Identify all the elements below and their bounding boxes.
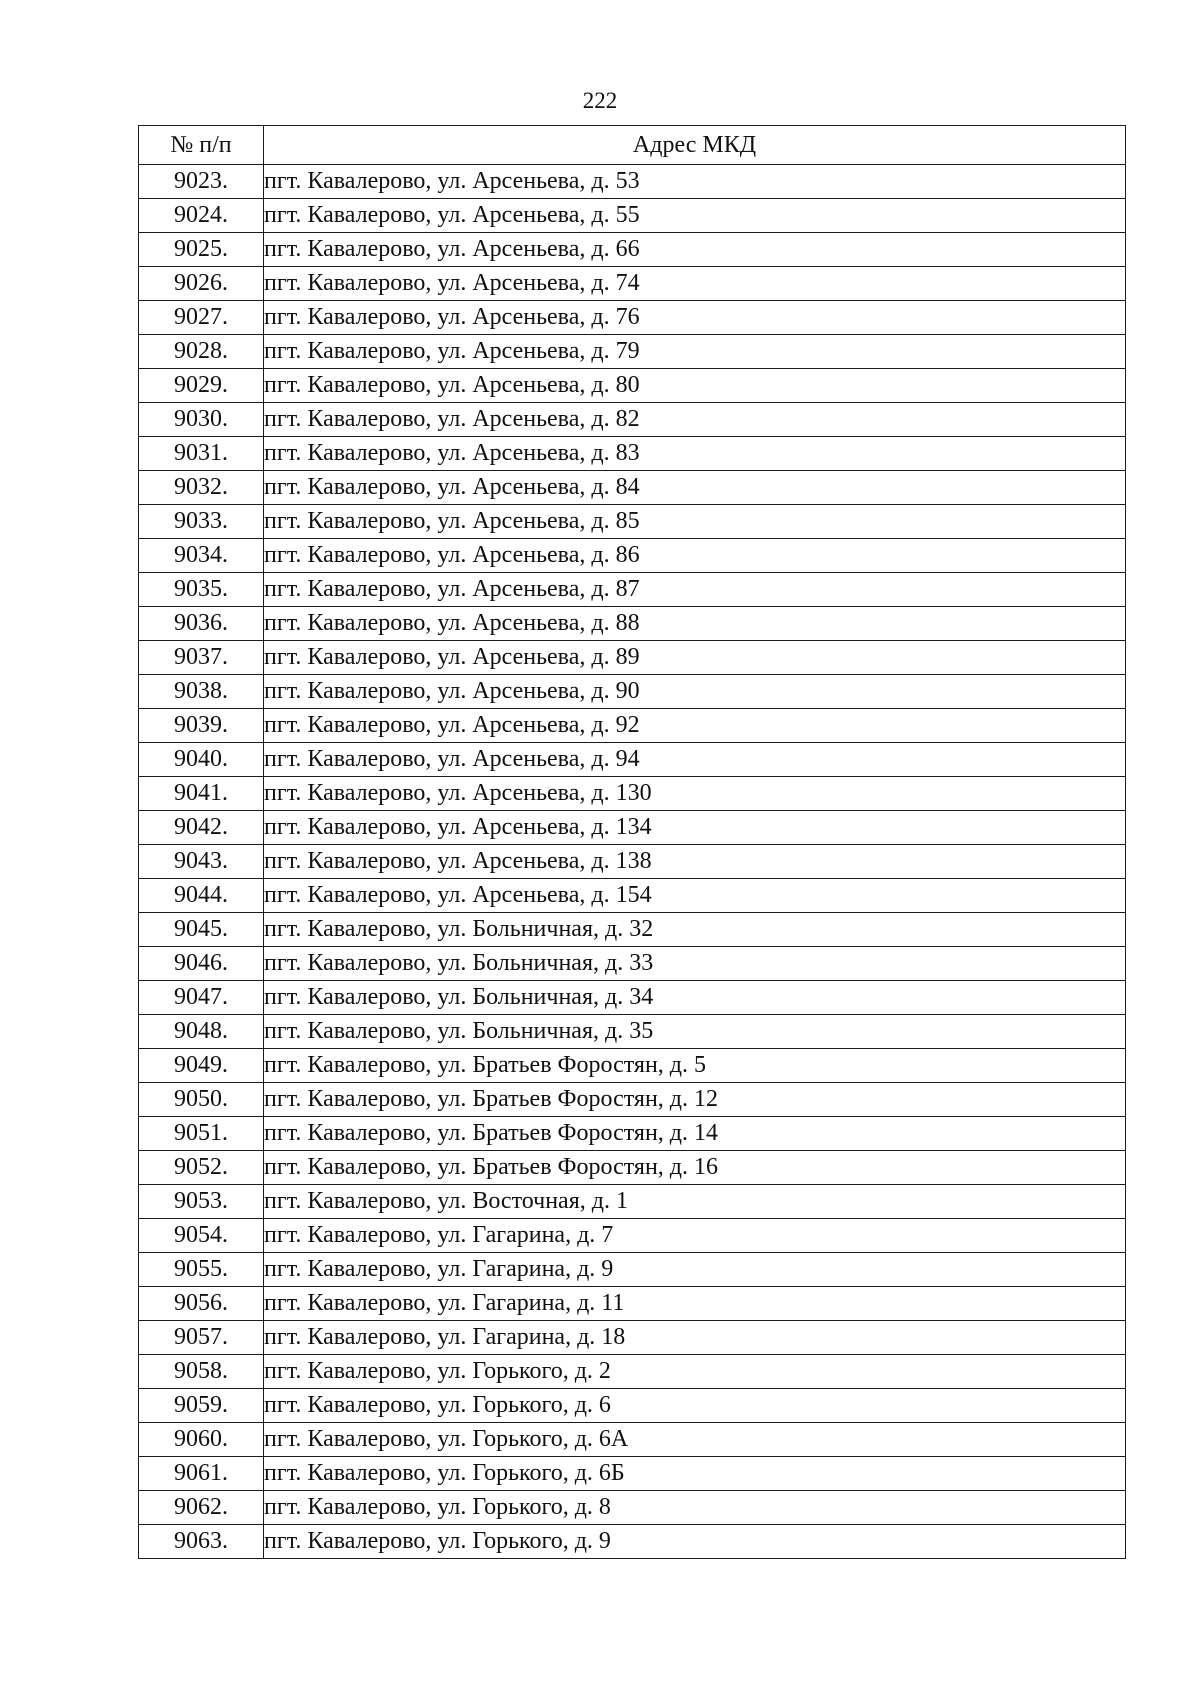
table-row <box>139 1185 1126 1219</box>
table-row <box>139 1287 1126 1321</box>
row-address-cell: пгт. Кавалерово, ул. Арсеньева, д. 86 <box>264 539 1126 573</box>
table-row <box>139 165 1126 199</box>
table-row <box>139 1049 1126 1083</box>
row-address-cell: пгт. Кавалерово, ул. Гагарина, д. 9 <box>264 1253 1126 1287</box>
table-row <box>139 403 1126 437</box>
table-row <box>139 777 1126 811</box>
row-address-cell: пгт. Кавалерово, ул. Гагарина, д. 11 <box>264 1287 1126 1321</box>
table-row <box>139 573 1126 607</box>
row-address-cell: пгт. Кавалерово, ул. Арсеньева, д. 74 <box>264 267 1126 301</box>
row-number-cell: 9024. <box>139 199 264 233</box>
row-number-cell: 9051. <box>139 1117 264 1151</box>
row-number-cell: 9057. <box>139 1321 264 1355</box>
row-address-cell: пгт. Кавалерово, ул. Арсеньева, д. 55 <box>264 199 1126 233</box>
table-row <box>139 335 1126 369</box>
row-address-cell: пгт. Кавалерово, ул. Арсеньева, д. 79 <box>264 335 1126 369</box>
table-header-row <box>139 126 1126 165</box>
row-number-cell: 9054. <box>139 1219 264 1253</box>
table-row <box>139 539 1126 573</box>
table-row <box>139 913 1126 947</box>
row-address-cell: пгт. Кавалерово, ул. Арсеньева, д. 138 <box>264 845 1126 879</box>
table-row <box>139 1423 1126 1457</box>
header-number: № п/п <box>139 126 264 165</box>
row-number-cell: 9042. <box>139 811 264 845</box>
row-address-cell: пгт. Кавалерово, ул. Арсеньева, д. 89 <box>264 641 1126 675</box>
row-address-cell: пгт. Кавалерово, ул. Арсеньева, д. 84 <box>264 471 1126 505</box>
table-row <box>139 1457 1126 1491</box>
row-address-cell: пгт. Кавалерово, ул. Горького, д. 6А <box>264 1423 1126 1457</box>
table-row <box>139 505 1126 539</box>
row-address-cell: пгт. Кавалерово, ул. Арсеньева, д. 80 <box>264 369 1126 403</box>
row-address-cell: пгт. Кавалерово, ул. Арсеньева, д. 134 <box>264 811 1126 845</box>
row-address-cell: пгт. Кавалерово, ул. Арсеньева, д. 83 <box>264 437 1126 471</box>
row-number-cell: 9036. <box>139 607 264 641</box>
table-row <box>139 1151 1126 1185</box>
row-number-cell: 9047. <box>139 981 264 1015</box>
table-row <box>139 607 1126 641</box>
row-address-cell: пгт. Кавалерово, ул. Арсеньева, д. 87 <box>264 573 1126 607</box>
table-row <box>139 947 1126 981</box>
row-number-cell: 9028. <box>139 335 264 369</box>
table-row <box>139 437 1126 471</box>
table-row <box>139 369 1126 403</box>
row-number-cell: 9023. <box>139 165 264 199</box>
table-row <box>139 1491 1126 1525</box>
row-number-cell: 9062. <box>139 1491 264 1525</box>
row-address-cell: пгт. Кавалерово, ул. Больничная, д. 35 <box>264 1015 1126 1049</box>
row-address-cell: пгт. Кавалерово, ул. Братьев Форостян, д. 12 <box>264 1083 1126 1117</box>
row-address-cell: пгт. Кавалерово, ул. Арсеньева, д. 85 <box>264 505 1126 539</box>
table-row <box>139 233 1126 267</box>
table-row <box>139 1083 1126 1117</box>
row-number-cell: 9050. <box>139 1083 264 1117</box>
row-address-cell: пгт. Кавалерово, ул. Арсеньева, д. 94 <box>264 743 1126 777</box>
address-table <box>138 125 1126 1559</box>
row-number-cell: 9056. <box>139 1287 264 1321</box>
table-row <box>139 709 1126 743</box>
row-address-cell: пгт. Кавалерово, ул. Горького, д. 6 <box>264 1389 1126 1423</box>
row-address-cell: пгт. Кавалерово, ул. Братьев Форостян, д. 16 <box>264 1151 1126 1185</box>
table-row <box>139 1321 1126 1355</box>
row-address-cell: пгт. Кавалерово, ул. Братьев Форостян, д. 5 <box>264 1049 1126 1083</box>
row-number-cell: 9055. <box>139 1253 264 1287</box>
table-row <box>139 1117 1126 1151</box>
row-number-cell: 9039. <box>139 709 264 743</box>
row-address-cell: пгт. Кавалерово, ул. Арсеньева, д. 76 <box>264 301 1126 335</box>
row-number-cell: 9046. <box>139 947 264 981</box>
row-number-cell: 9043. <box>139 845 264 879</box>
table-row <box>139 981 1126 1015</box>
row-address-cell: пгт. Кавалерово, ул. Арсеньева, д. 90 <box>264 675 1126 709</box>
row-number-cell: 9038. <box>139 675 264 709</box>
row-address-cell: пгт. Кавалерово, ул. Восточная, д. 1 <box>264 1185 1126 1219</box>
table-row <box>139 1355 1126 1389</box>
table-row <box>139 1219 1126 1253</box>
row-number-cell: 9037. <box>139 641 264 675</box>
row-number-cell: 9061. <box>139 1457 264 1491</box>
row-address-cell: пгт. Кавалерово, ул. Братьев Форостян, д. 14 <box>264 1117 1126 1151</box>
table-row <box>139 879 1126 913</box>
row-number-cell: 9045. <box>139 913 264 947</box>
table-row <box>139 1389 1126 1423</box>
table-row <box>139 1525 1126 1559</box>
row-address-cell: пгт. Кавалерово, ул. Арсеньева, д. 88 <box>264 607 1126 641</box>
row-number-cell: 9060. <box>139 1423 264 1457</box>
table-row <box>139 301 1126 335</box>
row-number-cell: 9049. <box>139 1049 264 1083</box>
row-address-cell: пгт. Кавалерово, ул. Больничная, д. 34 <box>264 981 1126 1015</box>
row-address-cell: пгт. Кавалерово, ул. Арсеньева, д. 154 <box>264 879 1126 913</box>
row-number-cell: 9040. <box>139 743 264 777</box>
row-address-cell: пгт. Кавалерово, ул. Больничная, д. 33 <box>264 947 1126 981</box>
page-number: 222 <box>582 88 618 113</box>
row-number-cell: 9058. <box>139 1355 264 1389</box>
table-row <box>139 1253 1126 1287</box>
row-number-cell: 9029. <box>139 369 264 403</box>
row-address-cell: пгт. Кавалерово, ул. Горького, д. 2 <box>264 1355 1126 1389</box>
table-body <box>139 165 1126 1559</box>
row-number-cell: 9044. <box>139 879 264 913</box>
table-row <box>139 471 1126 505</box>
row-address-cell: пгт. Кавалерово, ул. Арсеньева, д. 130 <box>264 777 1126 811</box>
row-number-cell: 9059. <box>139 1389 264 1423</box>
table-row <box>139 811 1126 845</box>
table-row <box>139 743 1126 777</box>
row-number-cell: 9030. <box>139 403 264 437</box>
row-address-cell: пгт. Кавалерово, ул. Горького, д. 6Б <box>264 1457 1126 1491</box>
row-number-cell: 9025. <box>139 233 264 267</box>
row-number-cell: 9052. <box>139 1151 264 1185</box>
table-row <box>139 199 1126 233</box>
header-address: Адрес МКД <box>264 126 1126 165</box>
row-number-cell: 9026. <box>139 267 264 301</box>
row-number-cell: 9035. <box>139 573 264 607</box>
row-address-cell: пгт. Кавалерово, ул. Арсеньева, д. 92 <box>264 709 1126 743</box>
row-number-cell: 9033. <box>139 505 264 539</box>
row-address-cell: пгт. Кавалерово, ул. Горького, д. 9 <box>264 1525 1126 1559</box>
table-row <box>139 675 1126 709</box>
row-address-cell: пгт. Кавалерово, ул. Гагарина, д. 7 <box>264 1219 1126 1253</box>
row-address-cell: пгт. Кавалерово, ул. Больничная, д. 32 <box>264 913 1126 947</box>
table-row <box>139 845 1126 879</box>
row-number-cell: 9034. <box>139 539 264 573</box>
row-number-cell: 9053. <box>139 1185 264 1219</box>
table-row <box>139 267 1126 301</box>
row-number-cell: 9027. <box>139 301 264 335</box>
row-address-cell: пгт. Кавалерово, ул. Горького, д. 8 <box>264 1491 1126 1525</box>
table-row <box>139 1015 1126 1049</box>
row-number-cell: 9041. <box>139 777 264 811</box>
row-address-cell: пгт. Кавалерово, ул. Гагарина, д. 18 <box>264 1321 1126 1355</box>
row-number-cell: 9063. <box>139 1525 264 1559</box>
row-number-cell: 9031. <box>139 437 264 471</box>
table-row <box>139 641 1126 675</box>
row-address-cell: пгт. Кавалерово, ул. Арсеньева, д. 82 <box>264 403 1126 437</box>
row-number-cell: 9048. <box>139 1015 264 1049</box>
row-number-cell: 9032. <box>139 471 264 505</box>
row-address-cell: пгт. Кавалерово, ул. Арсеньева, д. 53 <box>264 165 1126 199</box>
row-address-cell: пгт. Кавалерово, ул. Арсеньева, д. 66 <box>264 233 1126 267</box>
